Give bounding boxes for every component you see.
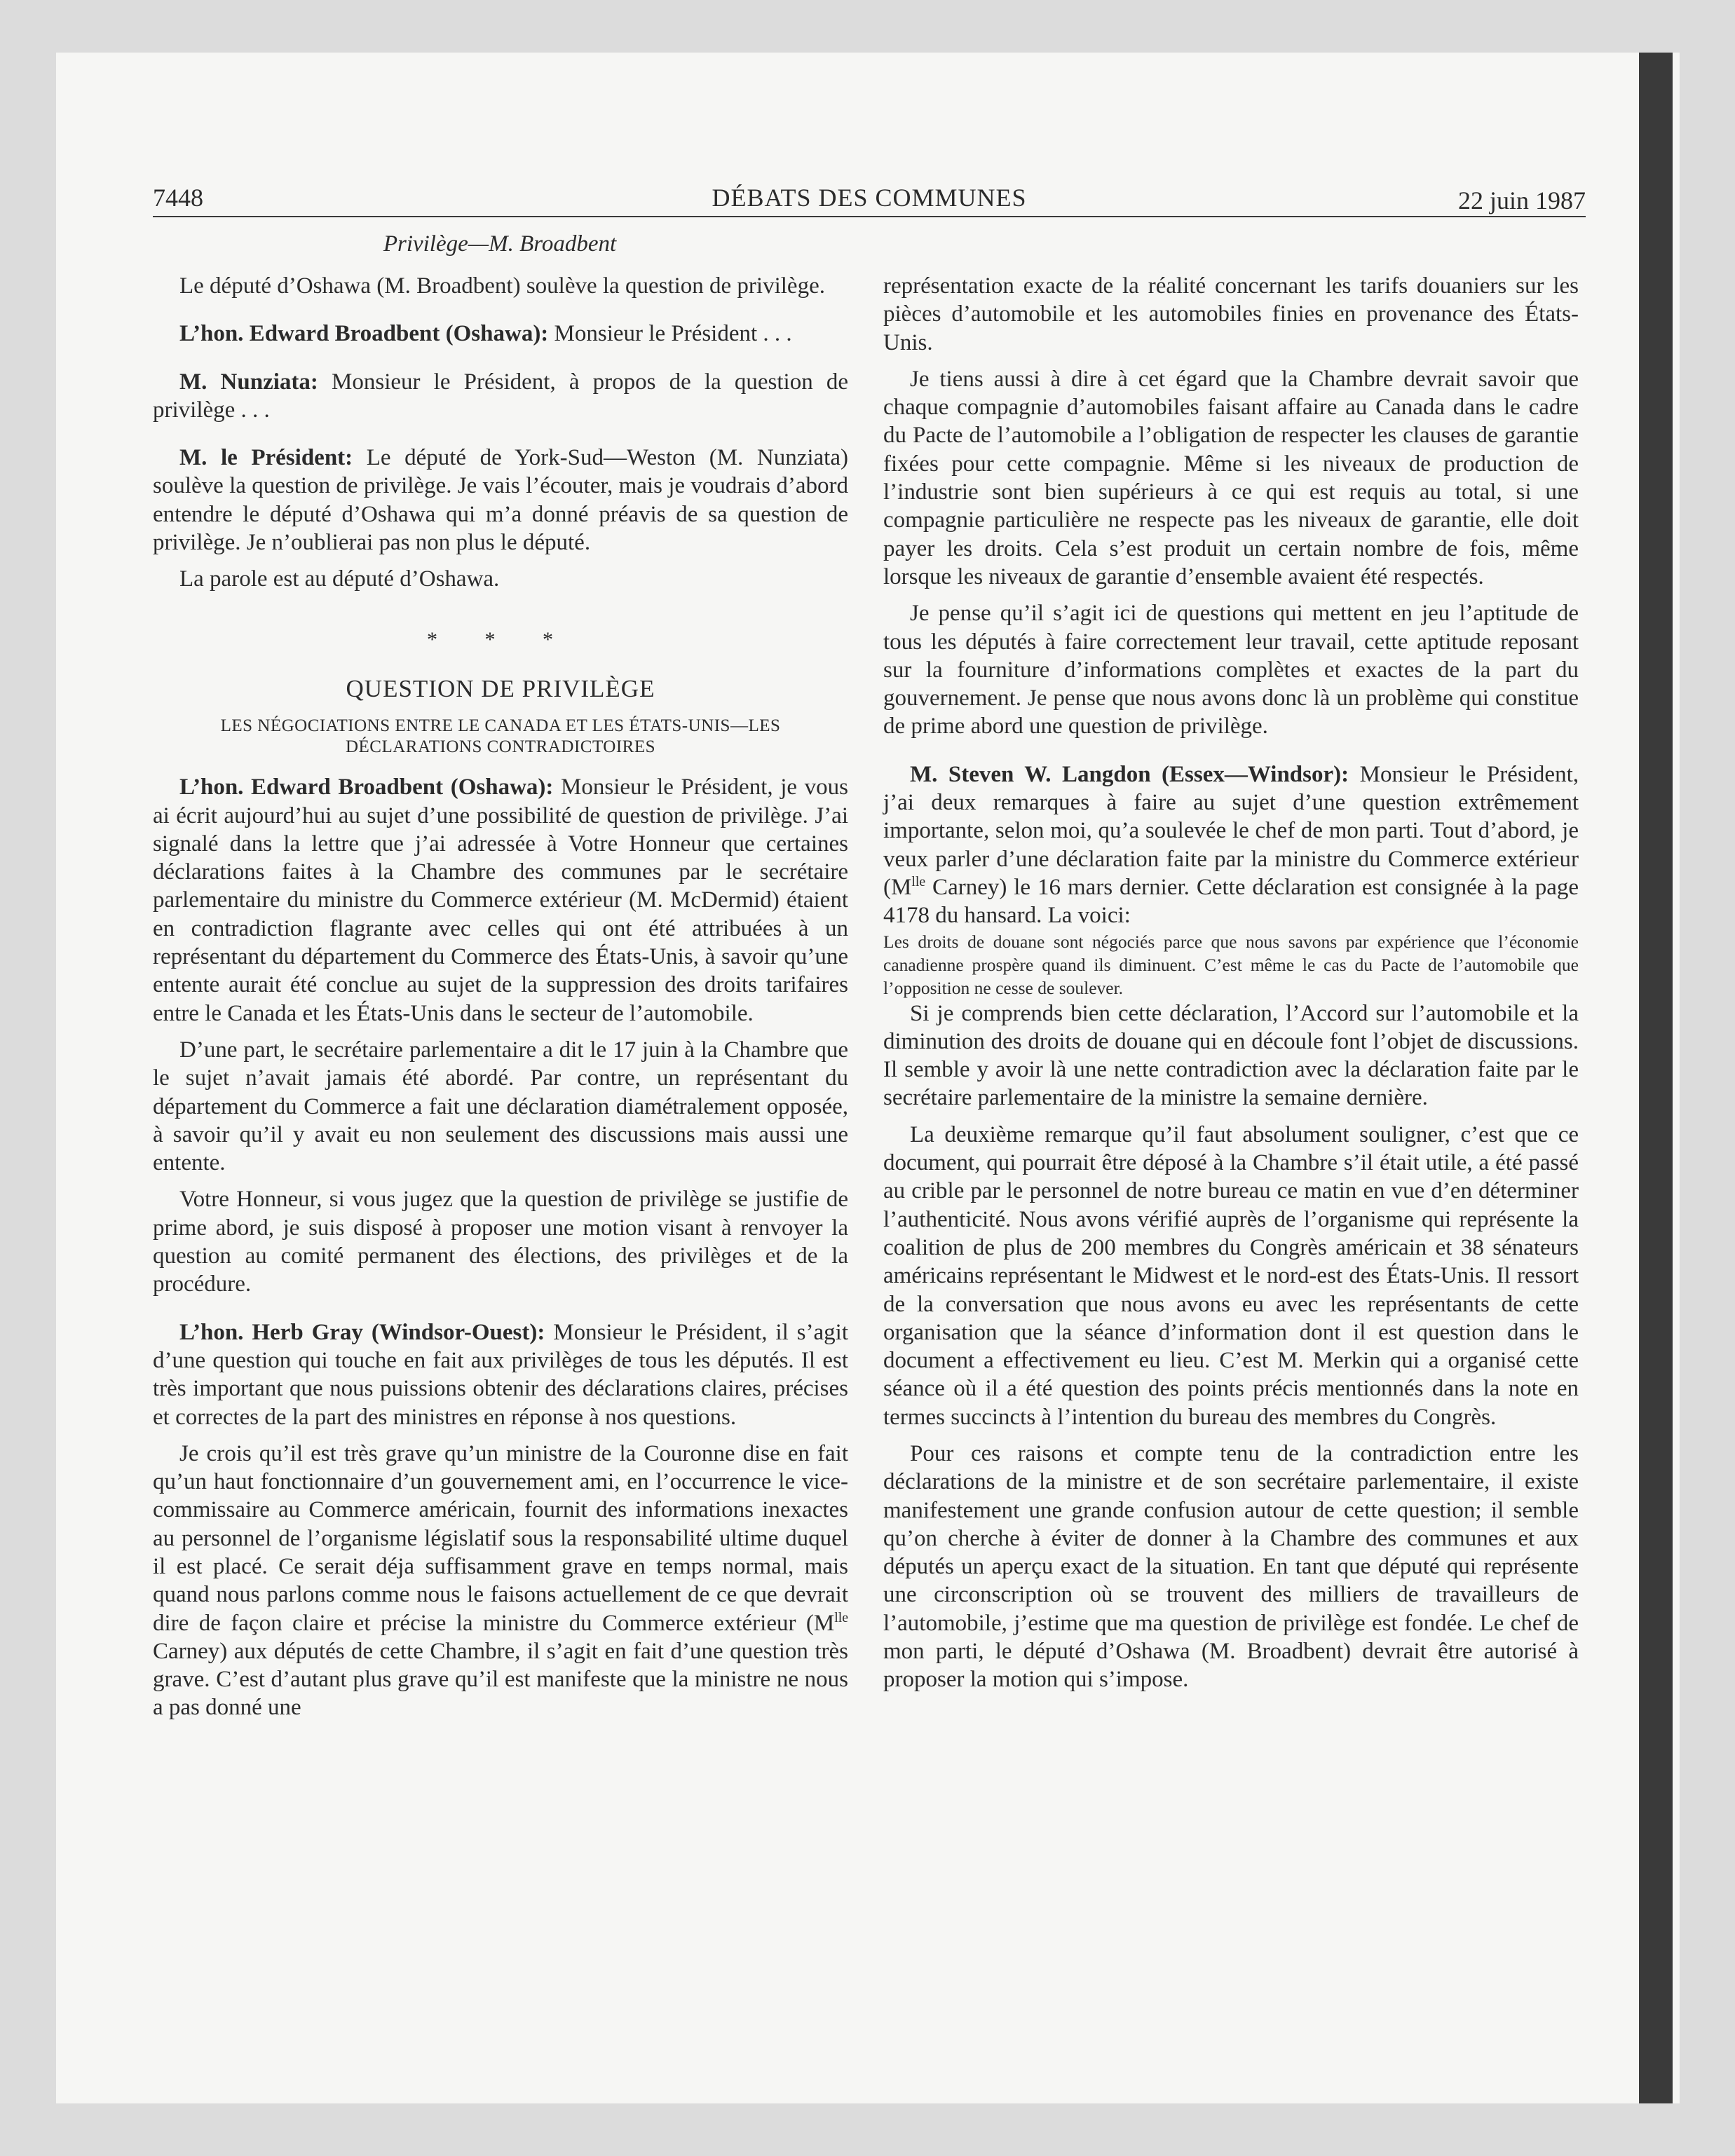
speaker-name: L’hon. Edward Broadbent (Oshawa):: [179, 321, 549, 347]
speaker-name: M. Steven W. Langdon (Essex—Windsor):: [910, 761, 1349, 787]
section-subheading: LES NÉGOCIATIONS ENTRE LE CANADA ET LES ÉTATS-UNIS—LES DÉCLARATIONS CONTRADICTOIRES: [220, 716, 781, 757]
paragraph: Votre Honneur, si vous jugez que la question de privilège se justifie de prime abord, je suis disposé à proposer une motion visant à renvoyer la question au comité permanent des élections, des privilèges et de la procédure.: [153, 1187, 848, 1297]
paragraph: Le député d’Oshawa (M. Broadbent) soulève la question de privilège.: [179, 273, 825, 299]
paragraph: Je tiens aussi à dire à cet égard que la Chambre devrait savoir que chaque compagnie d’automobiles faisant affaire au Canada dans le cadre du Pacte de l’automobile a l’obligation de respecter les clauses de garantie fixées pour cette compagnie. Même si les niveaux de production de l’industrie sont bien supérieurs à ce qui est requis au total, si une compagnie particulière ne respecte pas les niveaux de garantie, elle doit payer les droits. Cela s’est produit un certain nombre de fois, même lorsque les niveaux de garantie d’ensemble avaient été respectés.: [883, 366, 1579, 589]
running-head: Privilège—M. Broadbent: [383, 231, 617, 257]
paragraph: Je crois qu’il est très grave qu’un ministre de la Couronne dise en fait qu’un haut fonctionnaire d’un gouvernement ami, en l’occurrence le vice-commissaire au Commerce américain, fournit des informations inexactes au personnel de l’organisme législatif sous la responsabilité ultime duquel il est placé. Ce serait déja suffisamment grave en temps normal, mais quand nous parlons comme nous le faisons actuellement de ce que devrait dire de façon claire et précise la ministre du Commerce extérieur ($M^{lle}$ Carney) aux députés de cette Chambre, il s’agit en fait d’une question très grave. C’est d’autant plus grave qu’il est manifeste que la ministre ne nous a pas donné une: [153, 1440, 848, 1721]
paragraph: La parole est au député d’Oshawa.: [179, 566, 500, 592]
paragraph: M. Steven W. Langdon (Essex—Windsor): Monsieur le Président, j’ai deux remarques à faire au sujet d’une question extrêmement importante, selon moi, qu’a soulevée le chef de mon parti. Tout d’abord, je veux parler d’une déclaration faite par la ministre du Commerce extérieur ($M^{lle}$ Carney) le 16 mars dernier. Cette déclaration est consignée à la page 4178 du hansard. La voici:: [883, 761, 1579, 929]
publication-title: DÉBATS DES COMMUNES: [712, 184, 1027, 212]
block-quote: Les droits de douane sont négociés parce que nous savons par expérience que l’économie canadienne prospère quand ils diminuent. C’est même le cas du Pacte de l’automobile que l’opposition ne cesse de soulever.: [883, 931, 1579, 998]
section-separator: * * *: [427, 627, 574, 651]
speaker-name: L’hon. Edward Broadbent (Oshawa):: [179, 775, 554, 800]
left-column: [153, 272, 848, 1722]
right-column: [883, 272, 1579, 1694]
paragraph: Je pense qu’il s’agit ici de questions qui mettent en jeu l’aptitude de tous les députés à faire correctement leur travail, cette aptitude reposant sur la fourniture d’informations complètes et exactes de la part du gouvernement. Je pense que nous avons donc là un problème qui constitue de prime abord une question de privilège.: [883, 601, 1579, 739]
paragraph: D’une part, le secrétaire parlementaire a dit le 17 juin à la Chambre que le sujet n’avait jamais été abordé. Par contre, un représentant du département du Commerce a fait une déclaration diamétralement opposée, à savoir qu’il y avait eu non seulement des discussions mais aussi une entente.: [153, 1037, 848, 1176]
paragraph: Si je comprends bien cette déclaration, l’Accord sur l’automobile et la diminution des droits de douane qui en découle font l’objet de discussions. Il semble y avoir là une nette contradiction avec la déclaration faite par le secrétaire parlementaire de la ministre la semaine dernière.: [883, 1000, 1579, 1111]
scan-edge-bar: [1639, 53, 1673, 2103]
speaker-name: L’hon. Herb Gray (Windsor-Ouest):: [179, 1319, 545, 1345]
issue-date: 22 juin 1987: [1457, 186, 1586, 214]
section-heading: QUESTION DE PRIVILÈGE: [346, 674, 655, 702]
page-number: 7448: [153, 184, 203, 212]
paragraph: La deuxième remarque qu’il faut absolument souligner, c’est que ce document, qui pourrait être déposé à la Chambre s’il était utile, a été passé au crible par le personnel de notre bureau ce matin en vue d’en déterminer l’authenticité. Nous avons vérifié auprès de l’organisme qui représente la coalition de plus de 200 membres du Congrès américain et 38 sénateurs américains représentant le Midwest et le nord-est des États-Unis. Il ressort de la conversation que nous avons eu avec les représentants de cette organisation que la séance d’information dont il est question dans le document a effectivement eu lieu. C’est M. Merkin qui a organisé cette séance où il a été question des points précis mentionnés dans la note en termes succincts à l’intention du bureau des membres du Congrès.: [883, 1121, 1579, 1430]
speaker-name: M. Nunziata:: [179, 369, 318, 395]
paragraph: Pour ces raisons et compte tenu de la contradiction entre les déclarations de la ministre et de son secrétaire parlementaire, il existe manifestement une grande confusion autour de cette question; il semble qu’on cherche à éviter de donner à la Chambre des communes et aux députés un aperçu exact de la situation. En tant que député qui représente une circonscription où se trouvent des milliers de travailleurs de l’automobile, j’estime que ma question de privilège est fondée. Le chef de mon parti, le député d’Oshawa (M. Broadbent) devrait être autorisé à proposer la motion qui s’impose.: [883, 1440, 1579, 1693]
page-header: [153, 184, 1586, 217]
paragraph: L’hon. Edward Broadbent (Oshawa): Monsieur le Président . . .: [179, 321, 792, 347]
paragraph: L’hon. Herb Gray (Windsor-Ouest): Monsieur le Président, il s’agit d’une question qui touche en fait aux privilèges de tous les députés. Il est très important que nous puissions obtenir des déclarations claires, précises et correctes de la part des ministres en réponse à nos questions.: [153, 1319, 848, 1430]
speaker-name: M. le Président:: [179, 445, 353, 471]
paragraph: L’hon. Edward Broadbent (Oshawa): Monsieur le Président, je vous ai écrit aujourd’hui au sujet d’une possibilité de question de privilège. J’ai signalé dans la lettre que j’ai adressée à Votre Honneur que certaines déclarations faites à la Chambre des communes par le secrétaire parlementaire du ministre du Commerce extérieur (M. McDermid) étaient en contradiction flagrante avec celles qui ont été attribuées à un représentant du département du Commerce des États-Unis, à savoir qu’une entente aurait été conclue au sujet de la suppression des droits tarifaires entre le Canada et les États-Unis dans le secteur de l’automobile.: [153, 775, 848, 1026]
paragraph: représentation exacte de la réalité concernant les tarifs douaniers sur les pièces d’automobile et les automobiles finies en provenance des États-Unis.: [883, 273, 1579, 355]
paragraph: M. le Président: Le député de York-Sud—Weston (M. Nunziata) soulève la question de privilège. Je vais l’écouter, mais je voudrais d’abord entendre le député d’Oshawa qui m’a donné préavis de sa question de privilège. Je n’oublierai pas non plus le député.: [153, 445, 848, 556]
paragraph: M. Nunziata: Monsieur le Président, à propos de la question de privilège . . .: [153, 369, 848, 423]
